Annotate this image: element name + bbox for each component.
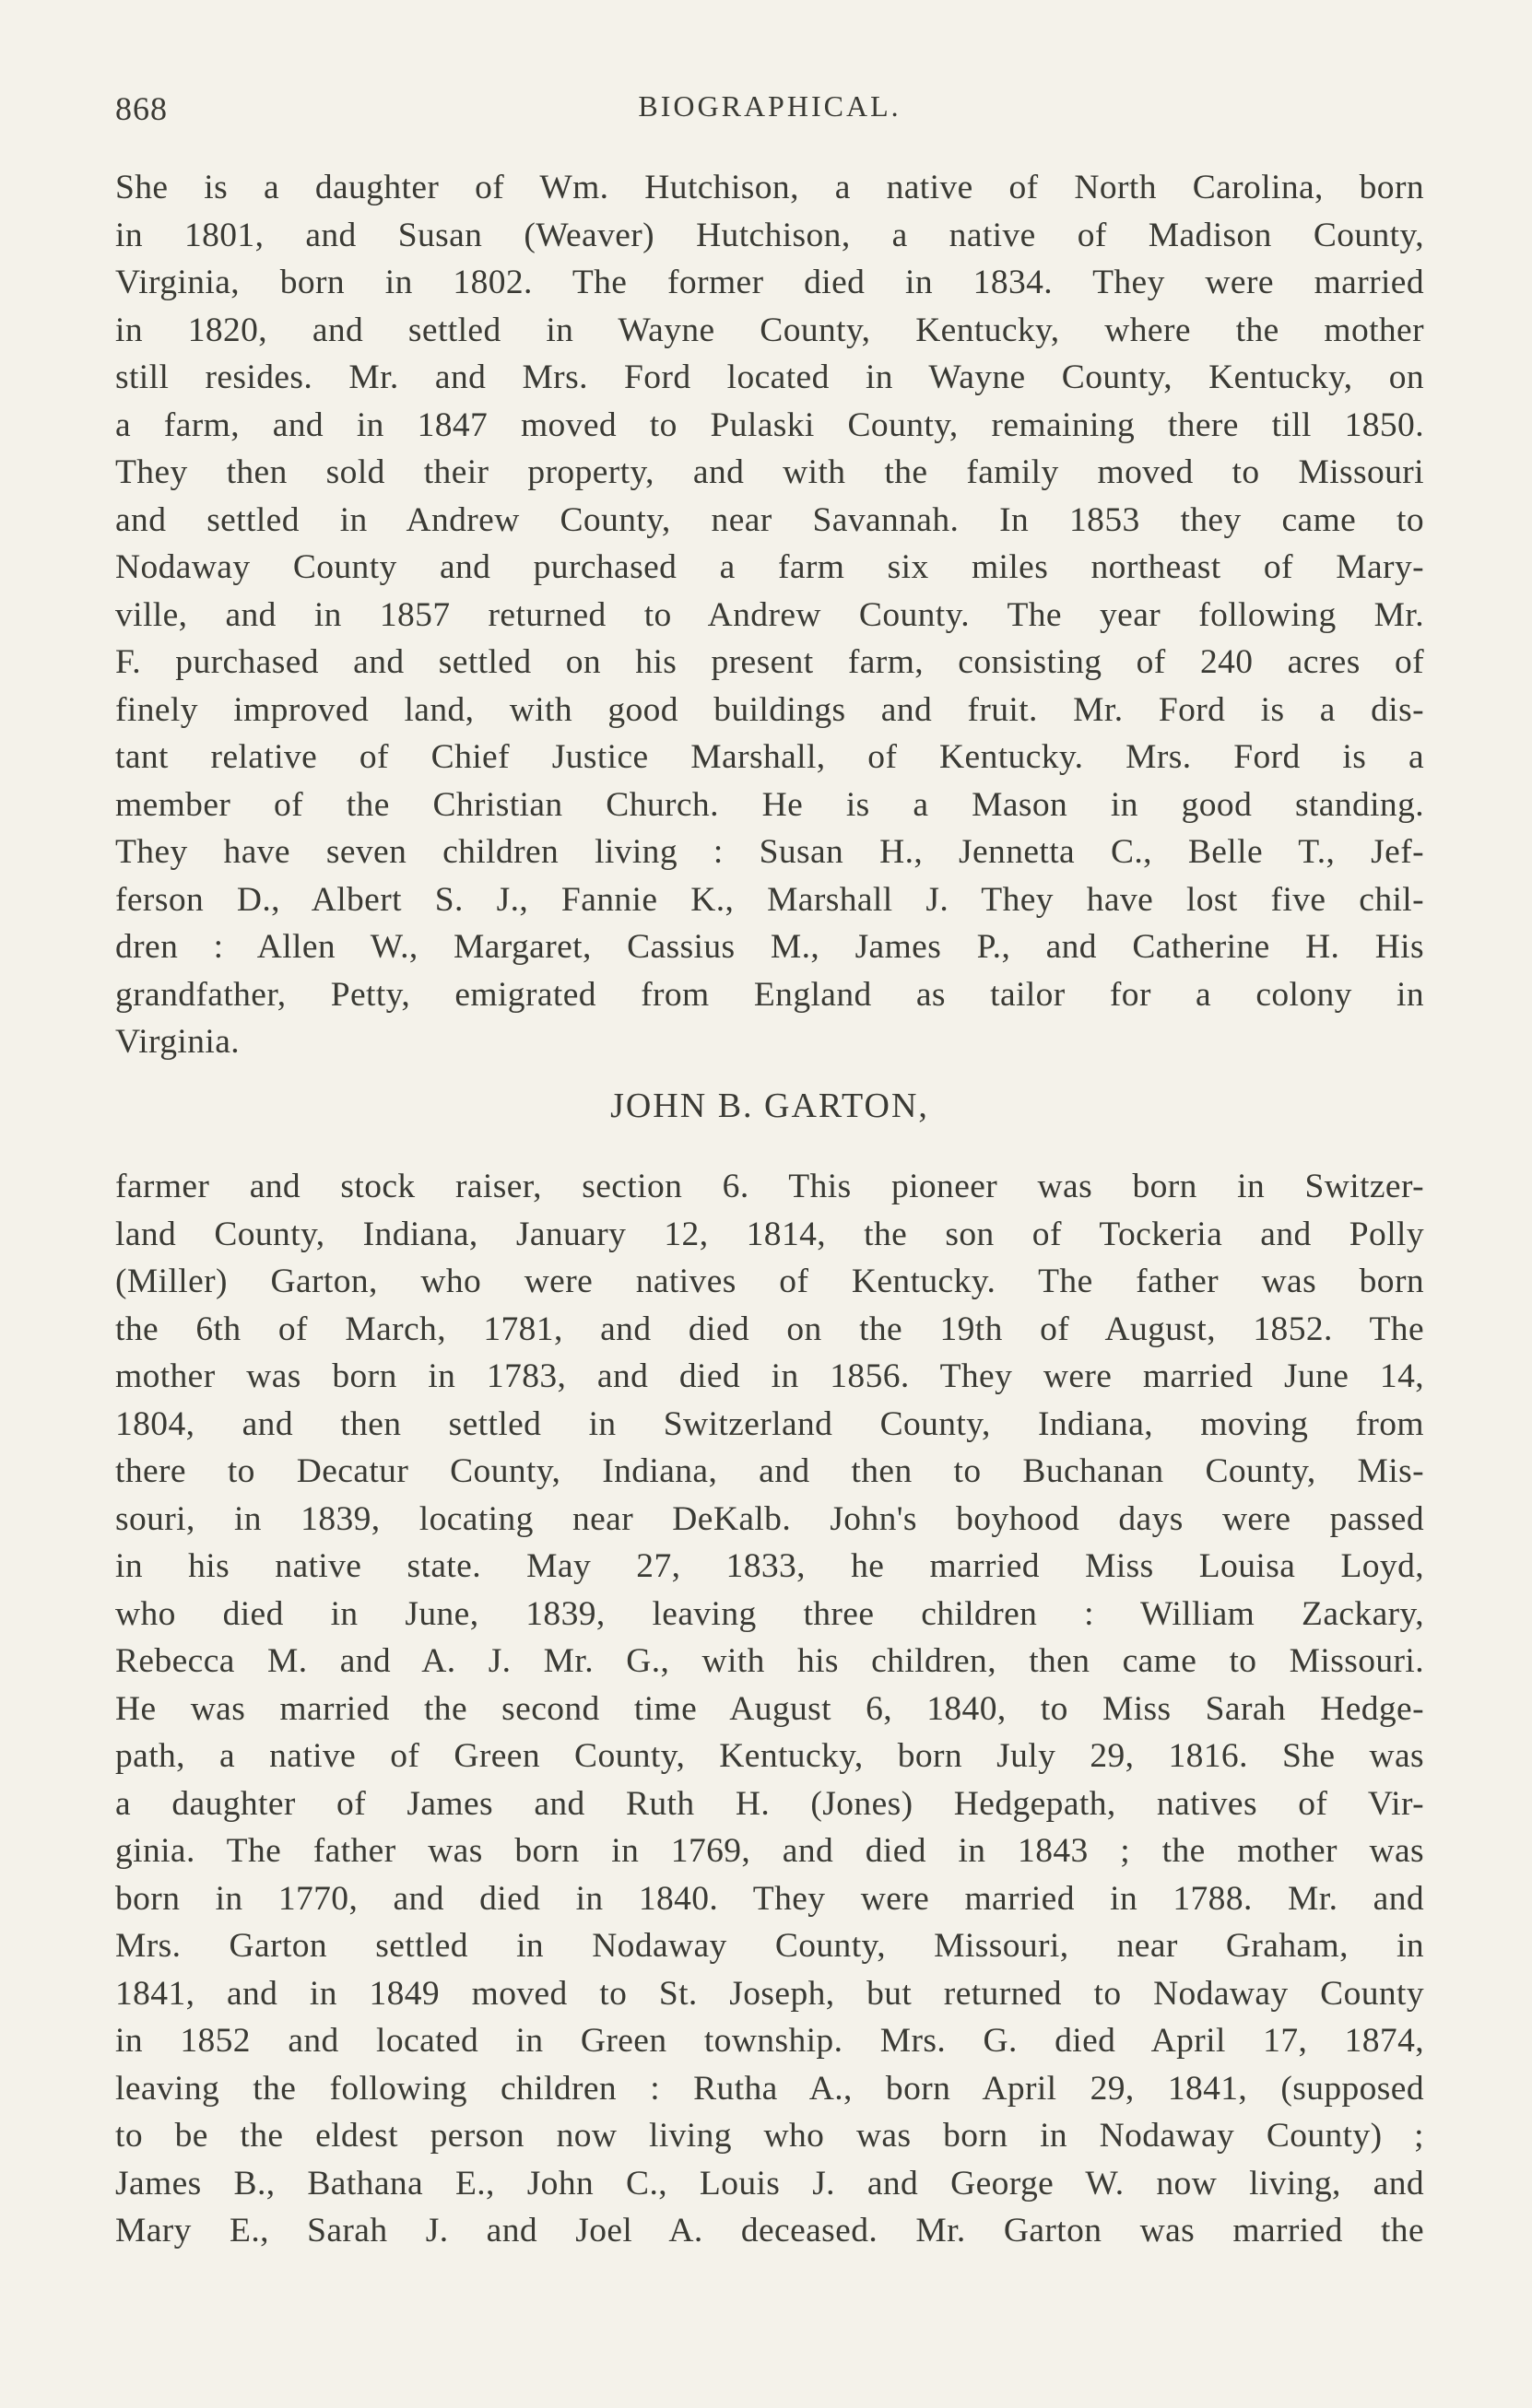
paragraph-ford-family (115, 164, 1424, 1066)
text-line: a farm, and in 1847 moved to Pulaski County, remaining there till 1850. (115, 405, 1424, 444)
text-line: path, a native of Green County, Kentucky, born July 29, 1816. She was (115, 1737, 1424, 1775)
text-line: (Miller) Garton, who were natives of Kentucky. The father was born (115, 1263, 1424, 1300)
text-line: souri, in 1839, locating near DeKalb. John's boyhood days were passed (115, 1499, 1424, 1538)
text-line: grandfather, Petty, emigrated from England as tailor for a colony in (115, 975, 1424, 1014)
paragraph-garton-biography (115, 1163, 1424, 2255)
section-heading: JOHN B. GARTON, (610, 1087, 929, 1125)
text-line: 1841, and in 1849 moved to St. Joseph, but returned to Nodaway County (115, 1974, 1424, 2013)
text-line: farmer and stock raiser, section 6. This pioneer was born in Switzer- (115, 1168, 1424, 1205)
text-line: leaving the following children : Rutha A., born April 29, 1841, (supposed (115, 2069, 1424, 2108)
text-line: 1804, and then settled in Switzerland County, Indiana, moving from (115, 1404, 1424, 1443)
text-line: mother was born in 1783, and died in 1856. They were married June 14, (115, 1357, 1424, 1395)
text-line: there to Decatur County, Indiana, and then to Buchanan County, Mis- (115, 1452, 1424, 1490)
text-line: They have seven children living : Susan H., Jennetta C., Belle T., Jef- (115, 833, 1424, 871)
text-line: and settled in Andrew County, near Savannah. In 1853 they came to (115, 500, 1424, 539)
text-line: Nodaway County and purchased a farm six miles northeast of Mary- (115, 548, 1424, 586)
text-line: James B., Bathana E., John C., Louis J. and George W. now living, and (115, 2164, 1424, 2202)
text-line: dren : Allen W., Margaret, Cassius M., James P., and Catherine H. His (115, 928, 1424, 966)
text-line: Virginia. (115, 1023, 241, 1061)
text-line: Mrs. Garton settled in Nodaway County, Missouri, near Graham, in (115, 1927, 1424, 1965)
text-line: a daughter of James and Ruth H. (Jones) Hedgepath, natives of Vir- (115, 1784, 1424, 1823)
text-line: in 1852 and located in Green township. Mrs. G. died April 17, 1874, (115, 2022, 1424, 2060)
text-line: still resides. Mr. and Mrs. Ford located in Wayne County, Kentucky, on (115, 358, 1424, 396)
text-line: He was married the second time August 6, 1840, to Miss Sarah Hedge- (115, 1689, 1424, 1728)
text-line: Mary E., Sarah J. and Joel A. deceased. Mr. Garton was married the (115, 2212, 1424, 2249)
text-line: in 1801, and Susan (Weaver) Hutchison, a native of Madison County, (115, 216, 1424, 254)
text-line: land County, Indiana, January 12, 1814, the son of Tockeria and Polly (115, 1215, 1424, 1253)
page-header (115, 89, 1424, 135)
text-line: ferson D., Albert S. J., Fannie K., Marshall J. They have lost five chil- (115, 880, 1424, 919)
text-line: tant relative of Chief Justice Marshall, of Kentucky. Mrs. Ford is a (115, 738, 1424, 776)
text-line: in 1820, and settled in Wayne County, Kentucky, where the mother (115, 311, 1424, 349)
text-line: finely improved land, with good buildings and fruit. Mr. Ford is a dis- (115, 690, 1424, 729)
text-line: who died in June, 1839, leaving three children : William Zackary, (115, 1594, 1424, 1633)
text-line: She is a daughter of Wm. Hutchison, a native of North Carolina, born (115, 169, 1424, 206)
text-line: the 6th of March, 1781, and died on the 19th of August, 1852. The (115, 1310, 1424, 1348)
text-line: born in 1770, and died in 1840. They were married in 1788. Mr. and (115, 1879, 1424, 1918)
text-line: Rebecca M. and A. J. Mr. G., with his children, then came to Missouri. (115, 1642, 1424, 1680)
text-line: to be the eldest person now living who was born in Nodaway County) ; (115, 2117, 1424, 2155)
text-line: They then sold their property, and with the family moved to Missouri (115, 453, 1424, 491)
text-line: ginia. The father was born in 1769, and died in 1843 ; the mother was (115, 1832, 1424, 1870)
text-line: member of the Christian Church. He is a Mason in good standing. (115, 785, 1424, 824)
text-line: Virginia, born in 1802. The former died in 1834. They were married (115, 264, 1424, 301)
text-line: F. purchased and settled on his present farm, consisting of 240 acres of (115, 643, 1424, 681)
page-number: 868 (115, 90, 168, 127)
text-line: in his native state. May 27, 1833, he married Miss Louisa Loyd, (115, 1547, 1424, 1585)
running-head: BIOGRAPHICAL. (638, 89, 902, 123)
text-line: ville, and in 1857 returned to Andrew County. The year following Mr. (115, 595, 1424, 634)
